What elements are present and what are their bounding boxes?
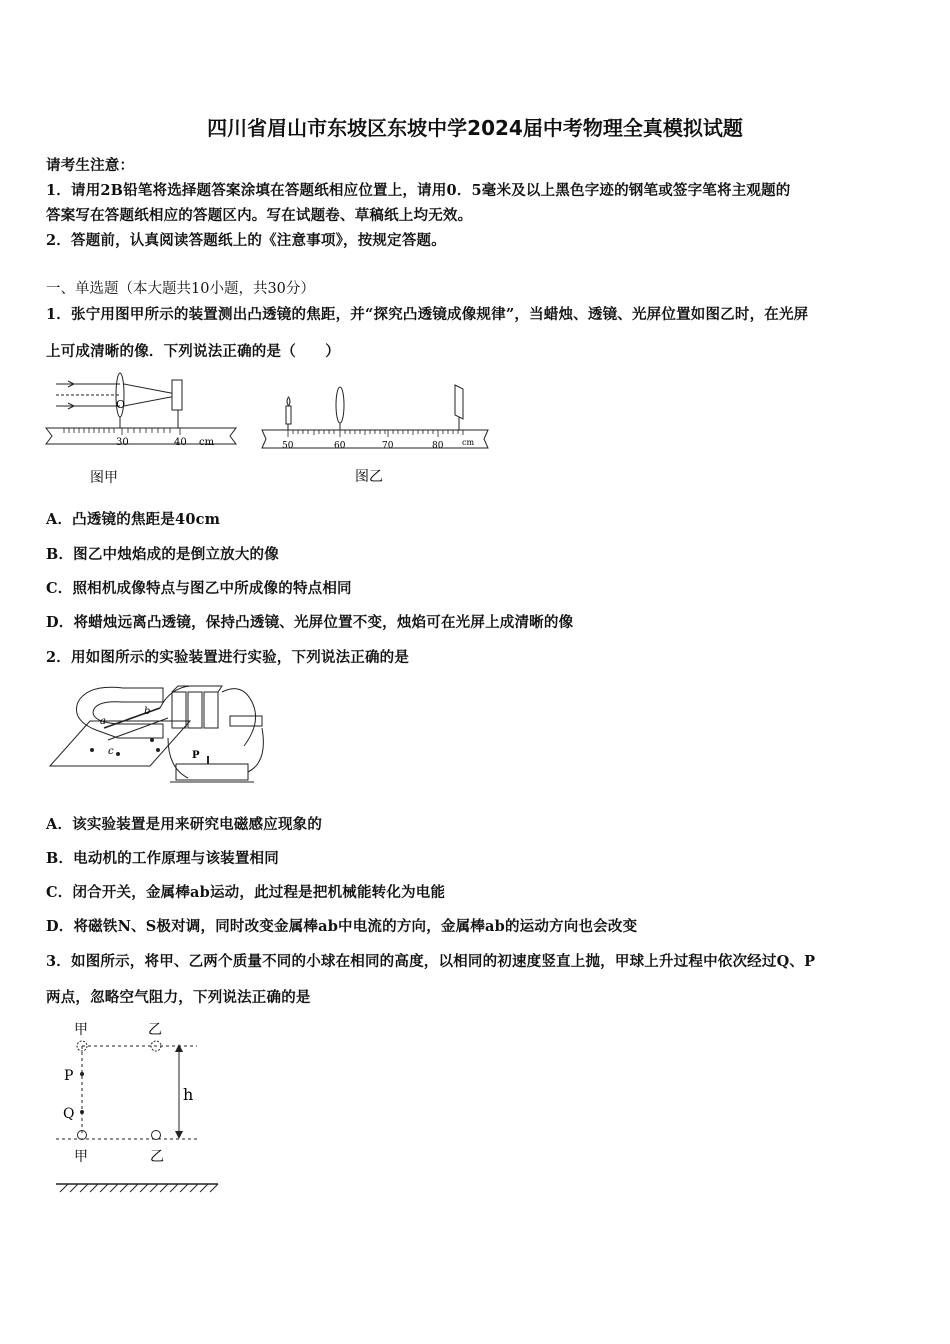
- notice-line: 1．请用2B铅笔将选择题答案涂填在答题纸相应位置上，请用0．5毫米及以上黑色字迹的钢笔或签字笔将主观题的: [46, 182, 791, 199]
- tick-label: 80: [432, 441, 444, 451]
- arrow-down-icon: [175, 1131, 183, 1139]
- notice-line: 答案写在答题纸相应的答题区内。写在试题卷、草稿纸上均无效。: [46, 207, 473, 224]
- figure-caption: 图甲: [90, 470, 118, 486]
- q1-stem: 1．张宁用图甲所示的装置测出凸透镜的焦距，并“探究凸透镜成像规律”，当蜡烛、透镜、光屏位置如图乙时，在光屏: [46, 306, 809, 323]
- arrow-up-icon: [175, 1044, 183, 1052]
- label-q: Q: [63, 1106, 75, 1122]
- tick-label: cm: [199, 437, 215, 448]
- battery-icon: [204, 692, 218, 728]
- metal-rod: [104, 708, 160, 728]
- q1-figure-a: [44, 372, 244, 487]
- screen-icon: [172, 380, 182, 410]
- label-b: b: [144, 706, 151, 717]
- label-yi-bottom: 乙: [150, 1149, 164, 1165]
- tick-label: 60: [334, 441, 346, 451]
- q3-stem: 两点，忽略空气阻力，下列说法正确的是: [46, 989, 311, 1006]
- q1-option-a: A．凸透镜的焦距是40cm: [46, 511, 221, 528]
- battery-icon: [172, 692, 186, 728]
- notice-line: 2．答题前，认真阅读答题纸上的《注意事项》，按规定答题。: [46, 232, 446, 249]
- tick-label: 50: [282, 441, 294, 451]
- battery-icon: [188, 692, 202, 728]
- label-h: h: [183, 1085, 194, 1104]
- q2-option-d: D．将磁铁N、S极对调，同时改变金属棒ab中电流的方向，金属棒ab的运动方向也会改变: [46, 918, 638, 935]
- q2-option-c: C．闭合开关，金属棒ab运动，此过程是把机械能转化为电能: [46, 884, 446, 901]
- label-jia-bottom: 甲: [74, 1149, 88, 1165]
- q1-figure-b: [258, 380, 498, 488]
- figure-caption: 图乙: [355, 469, 383, 485]
- lens-icon: [336, 387, 344, 423]
- label-p: P: [192, 750, 200, 761]
- candle-icon: [286, 406, 291, 424]
- tick-label: 30: [116, 437, 129, 448]
- tick-label: cm: [462, 438, 475, 447]
- switch-icon: [230, 716, 262, 726]
- page-title: 四川省眉山市东坡区东坡中学2024届中考物理全真模拟试题: [207, 116, 743, 140]
- q1-stem: 上可成清晰的像．下列说法正确的是（ ）: [46, 343, 340, 360]
- tick-label: 70: [382, 441, 394, 451]
- label-o: O: [116, 398, 126, 411]
- label-yi-top: 乙: [148, 1022, 162, 1038]
- screen-icon: [455, 385, 463, 419]
- label-c: c: [108, 746, 114, 757]
- q2-figure: [48, 678, 278, 800]
- q3-figure: [52, 1018, 227, 1198]
- q3-stem: 3．如图所示，将甲、乙两个质量不同的小球在相同的高度，以相同的初速度竖直上抛，甲球上升过程中依次经过Q、P: [46, 953, 816, 970]
- base-board: [50, 721, 190, 766]
- label-a: a: [100, 716, 106, 727]
- q2-option-a: A．该实验装置是用来研究电磁感应现象的: [46, 816, 323, 833]
- section-heading: 一、单选题（本大题共10小题，共30分）: [46, 281, 315, 297]
- q2-option-b: B．电动机的工作原理与该装置相同: [46, 850, 279, 867]
- flame-icon: [287, 397, 290, 406]
- tick-label: 40: [174, 437, 187, 448]
- ball-yi: [152, 1131, 161, 1140]
- q1-option-d: D．将蜡烛远离凸透镜，保持凸透镜、光屏位置不变，烛焰可在光屏上成清晰的像: [46, 614, 574, 631]
- q1-option-c: C．照相机成像特点与图乙中所成像的特点相同: [46, 580, 352, 597]
- notice-heading: 请考生注意：: [46, 157, 135, 174]
- label-jia-top: 甲: [74, 1022, 88, 1038]
- label-p: P: [64, 1068, 74, 1084]
- q2-stem: 2．用如图所示的实验装置进行实验，下列说法正确的是: [46, 649, 410, 666]
- q1-option-b: B．图乙中烛焰成的是倒立放大的像: [46, 546, 279, 563]
